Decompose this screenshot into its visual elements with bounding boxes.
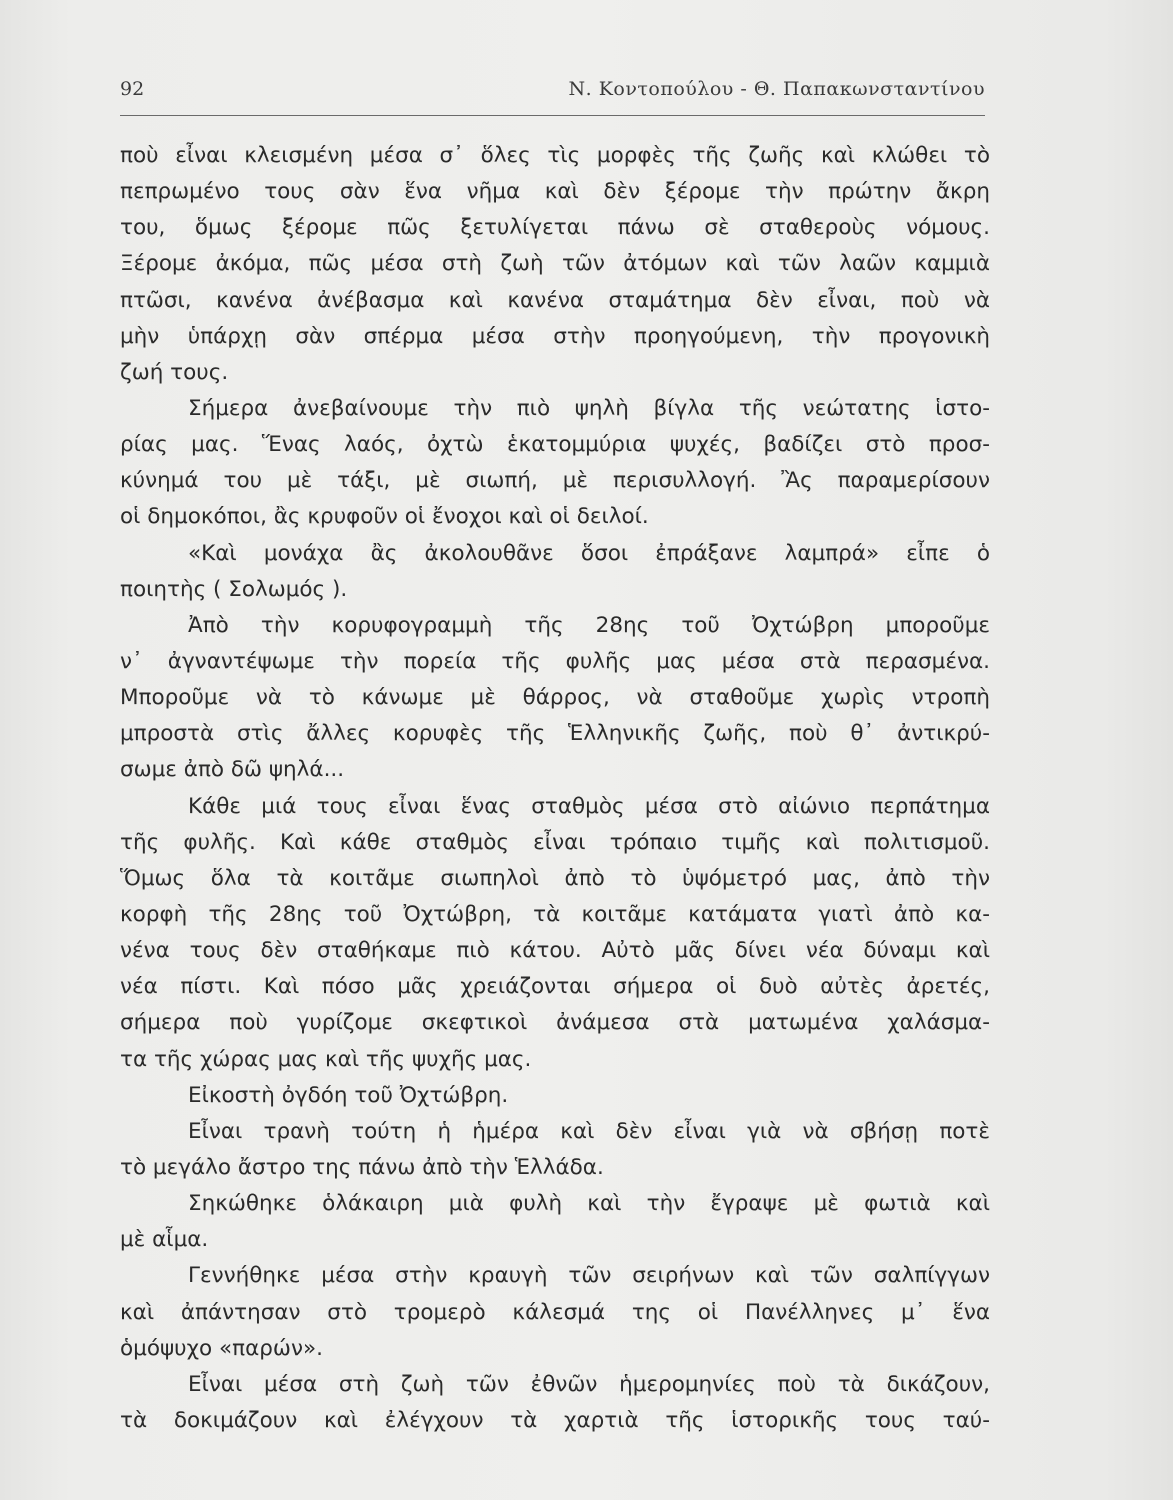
text-line: Ἀπὸ τὴν κορυφογραμμὴ τῆς 28ης τοῦ Ὀχτώβρη μποροῦμε <box>188 612 990 638</box>
text-line: μὴν ὑπάρχῃ σὰν σπέρμα μέσα στὴν προηγούμενη, τὴν προγονικὴ <box>120 323 990 349</box>
text-line: τὸ μεγάλο ἄστρο της πάνω ἀπὸ τὴν Ἑλλάδα. <box>120 1154 604 1180</box>
running-title: Ν. Κοντοπούλου - Θ. Παπακωνσταντίνου <box>568 78 985 100</box>
text-line: Γεννήθηκε μέσα στὴν κραυγὴ τῶν σειρήνων καὶ τῶν σαλπίγγων <box>188 1263 990 1289</box>
text-line: πεπρωμένο τους σὰν ἕνα νῆμα καὶ δὲν ξέρομε τὴν πρώτην ἄκρη <box>120 179 990 205</box>
text-line: Σήμερα ἀνεβαίνουμε τὴν πιὸ ψηλὴ βίγλα τῆς νεώτατης ἱστο- <box>188 395 990 421</box>
text-line: νέα πίστι. Καὶ πόσο μᾶς χρειάζονται σήμερα οἱ δυὸ αὐτὲς ἀρετές, <box>120 974 990 1000</box>
header-rule <box>120 115 985 116</box>
page-number: 92 <box>120 78 145 100</box>
text-line: τῆς φυλῆς. Καὶ κάθε σταθμὸς εἶναι τρόπαιο τιμῆς καὶ πολιτισμοῦ. <box>120 829 990 855</box>
text-line: ρίας μας. Ἕνας λαός, ὀχτὼ ἑκατομμύρια ψυχές, βαδίζει στὸ προσ- <box>120 432 990 458</box>
text-line: Ὅμως ὅλα τὰ κοιτᾶμε σιωπηλοὶ ἀπὸ τὸ ὑψόμετρό μας, ἀπὸ τὴν <box>120 865 990 891</box>
text-line: καὶ ἀπάντησαν στὸ τρομερὸ κάλεσμά της οἱ Πανέλληνες μ᾿ ἕνα <box>120 1299 990 1325</box>
text-line: ν᾿ ἀγναντέψωμε τὴν πορεία τῆς φυλῆς μας μέσα στὰ περασμένα. <box>120 648 990 674</box>
text-line: σήμερα ποὺ γυρίζομε σκεφτικοὶ ἀνάμεσα στὰ ματωμένα χαλάσμα- <box>120 1010 990 1036</box>
text-line: Εἰκοστὴ ὀγδόη τοῦ Ὀχτώβρη. <box>188 1082 509 1108</box>
text-line: Σηκώθηκε ὁλάκαιρη μιὰ φυλὴ καὶ τὴν ἔγραψε μὲ φωτιὰ καὶ <box>188 1191 990 1217</box>
text-line: οἱ δημοκόποι, ἂς κρυφοῦν οἱ ἔνοχοι καὶ οἱ δειλοί. <box>120 504 649 530</box>
text-line: μπροστὰ στὶς ἄλλες κορυφὲς τῆς Ἑλληνικῆς ζωῆς, ποὺ θ᾿ ἀντικρύ- <box>120 721 990 747</box>
text-line: ζωή τους. <box>120 359 229 385</box>
text-line: Εἶναι μέσα στὴ ζωὴ τῶν ἐθνῶν ἡμερομηνίες ποὺ τὰ δικάζουν, <box>188 1371 990 1397</box>
text-line: του, ὅμως ξέρομε πῶς ξετυλίγεται πάνω σὲ σταθεροὺς νόμους. <box>120 215 990 241</box>
text-line: σωμε ἀπὸ δῶ ψηλά... <box>120 757 345 783</box>
text-line: Κάθε μιά τους εἶναι ἕνας σταθμὸς μέσα στὸ αἰώνιο περπάτημα <box>188 793 990 819</box>
text-line: τα τῆς χώρας μας καὶ τῆς ψυχῆς μας. <box>120 1046 532 1072</box>
text-line: πτῶσι, κανένα ἀνέβασμα καὶ κανένα σταμάτημα δὲν εἶναι, ποὺ νὰ <box>120 287 990 313</box>
text-line: Μποροῦμε νὰ τὸ κάνωμε μὲ θάρρος, νὰ σταθοῦμε χωρὶς ντροπὴ <box>120 685 990 711</box>
text-line: ποιητὴς ( Σολωμός ). <box>120 576 348 602</box>
running-head <box>120 76 985 110</box>
text-line: κύνημά του μὲ τάξι, μὲ σιωπή, μὲ περισυλλογή. Ἂς παραμερίσουν <box>120 468 990 494</box>
text-line: τὰ δοκιμάζουν καὶ ἐλέγχουν τὰ χαρτιὰ τῆς ἱστορικῆς τους ταύ- <box>120 1407 990 1433</box>
text-line: κορφὴ τῆς 28ης τοῦ Ὀχτώβρη, τὰ κοιτᾶμε κατάματα γιατὶ ἀπὸ κα- <box>120 901 990 927</box>
text-line: νένα τους δὲν σταθήκαμε πιὸ κάτου. Αὐτὸ μᾶς δίνει νέα δύναμι καὶ <box>120 938 990 964</box>
text-line: Εἶναι τρανὴ τούτη ἡ ἡμέρα καὶ δὲν εἶναι γιὰ νὰ σβήσῃ ποτὲ <box>188 1118 990 1144</box>
text-line: «Καὶ μονάχα ἂς ἀκολουθᾶνε ὅσοι ἐπράξανε λαμπρά» εἶπε ὁ <box>188 540 990 566</box>
text-line: ποὺ εἶναι κλεισμένη μέσα σ᾿ ὅλες τὶς μορφὲς τῆς ζωῆς καὶ κλώθει τὸ <box>120 143 990 168</box>
text-line: μὲ αἷμα. <box>120 1227 209 1253</box>
body-text <box>120 138 990 1439</box>
text-line: ὁμόψυχο «παρών». <box>120 1335 323 1361</box>
text-line: Ξέρομε ἀκόμα, πῶς μέσα στὴ ζωὴ τῶν ἀτόμων καὶ τῶν λαῶν καμμιὰ <box>120 251 990 277</box>
